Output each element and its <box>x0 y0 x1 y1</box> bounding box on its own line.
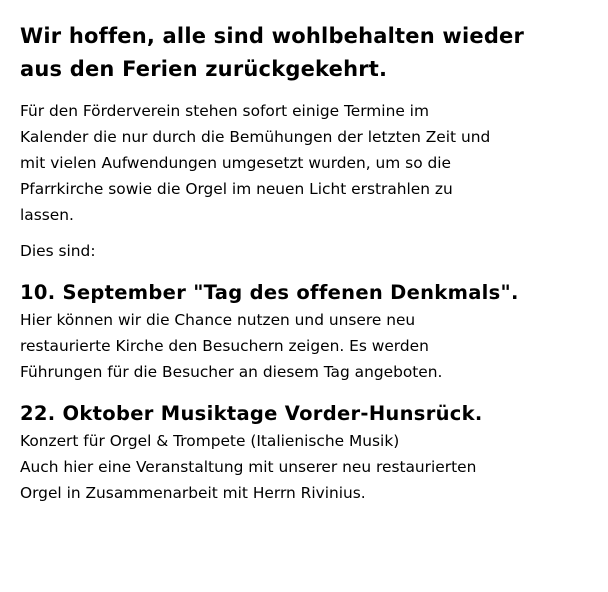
event-line: Konzert für Orgel & Trompete (Italienische Musik) <box>20 432 400 450</box>
headline-line: Wir hoffen, alle sind wohlbehalten wieder <box>20 24 525 48</box>
headline <box>20 20 592 86</box>
event-description <box>20 307 592 385</box>
event-line: Führungen für die Besucher an diesem Tag angeboten. <box>20 363 443 381</box>
event-line: Hier können wir die Chance nutzen und unsere neu <box>20 311 416 329</box>
event-title: 22. Oktober Musiktage Vorder-Hunsrück. <box>20 402 483 425</box>
intro-line: mit vielen Aufwendungen umgesetzt wurden, um so die <box>20 154 452 172</box>
intro-paragraph <box>20 98 592 228</box>
headline-line: aus den Ferien zurückgekehrt. <box>20 57 388 81</box>
event-line: Auch hier eine Veranstaltung mit unserer neu restaurierten <box>20 458 477 476</box>
intro-line: Pfarrkirche sowie die Orgel im neuen Licht erstrahlen zu <box>20 180 453 198</box>
event-september <box>20 278 592 385</box>
intro-line: Für den Förderverein stehen sofort einige Termine im <box>20 102 429 120</box>
event-october <box>20 399 592 506</box>
event-title: 10. September "Tag des offenen Denkmals". <box>20 281 519 304</box>
intro-line: Kalender die nur durch die Bemühungen der letzten Zeit und <box>20 128 491 146</box>
newsletter-page <box>20 20 592 506</box>
intro-line: lassen. <box>20 206 74 224</box>
event-description <box>20 428 592 506</box>
lead-text: Dies sind: <box>20 242 96 260</box>
event-line: restaurierte Kirche den Besuchern zeigen. Es werden <box>20 337 429 355</box>
event-line: Orgel in Zusammenarbeit mit Herrn Rivinius. <box>20 484 366 502</box>
